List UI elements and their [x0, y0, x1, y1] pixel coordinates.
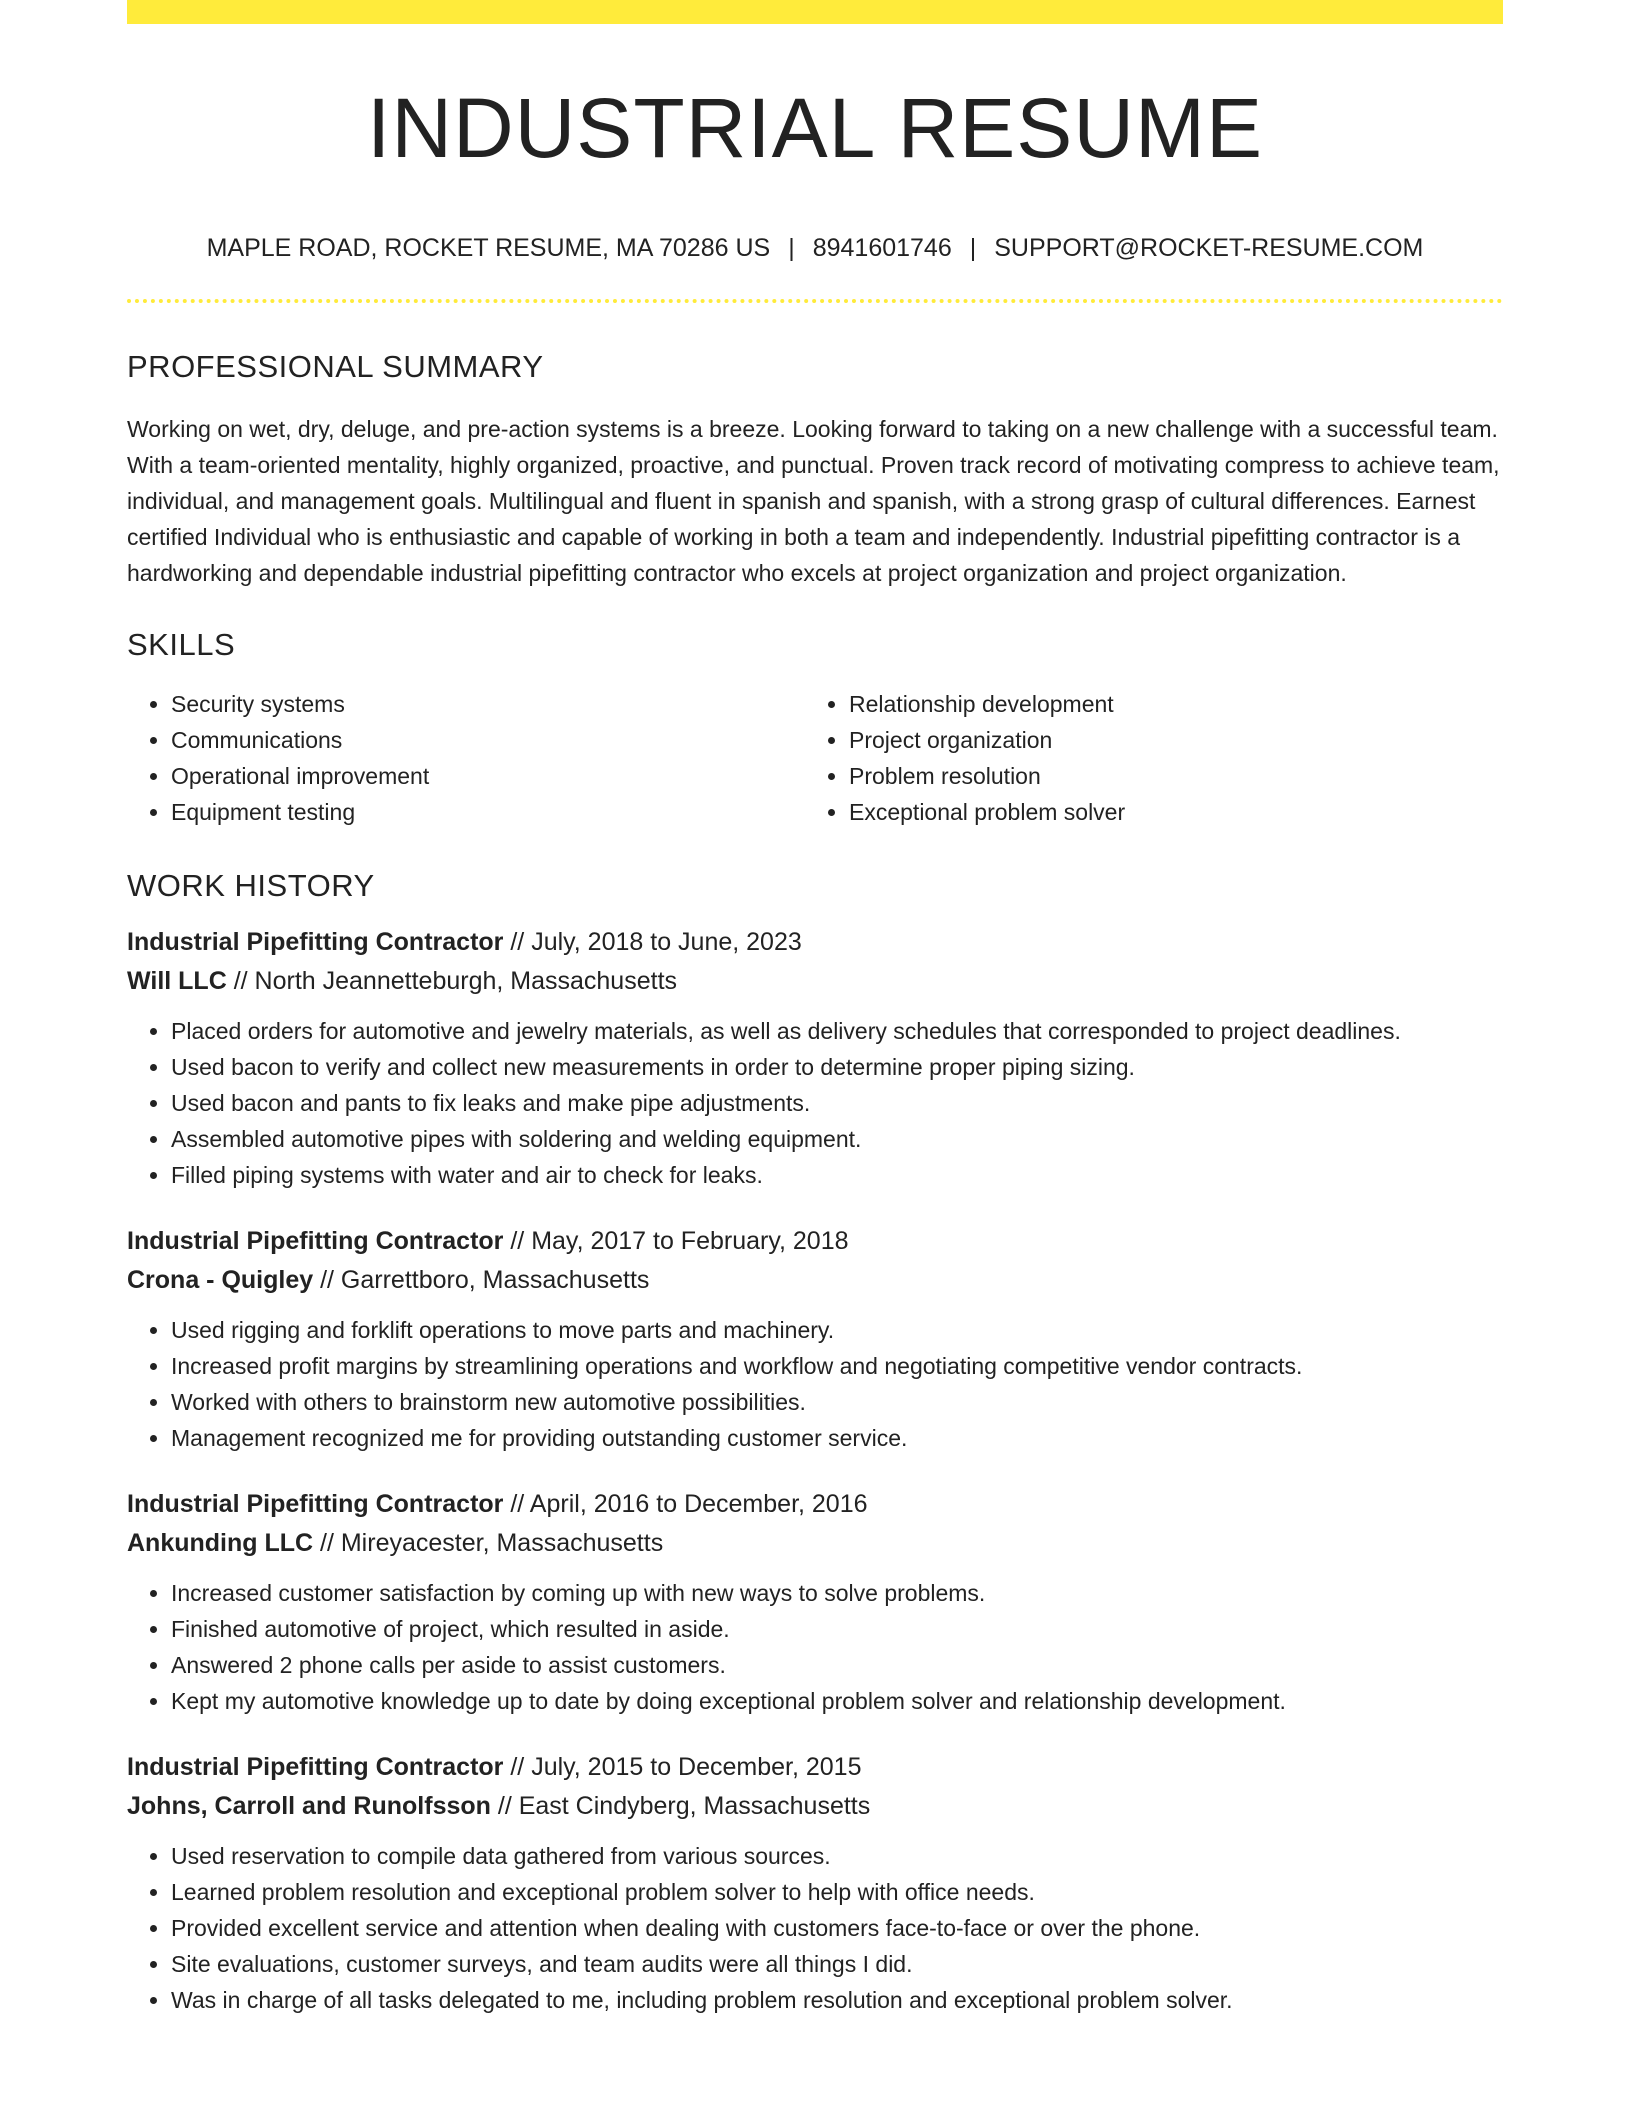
job-role: Industrial Pipefitting Contractor	[127, 1490, 504, 1518]
job-bullet: • Site evaluations, customer surveys, and team audits were all things I did.	[171, 1946, 1503, 1982]
dotted-divider	[127, 299, 1503, 303]
job-entry	[127, 923, 1503, 1193]
job-title-line	[127, 1748, 1503, 1787]
skill-item: • Operational improvement	[171, 758, 805, 794]
skills-list	[127, 686, 1503, 830]
job-location: // East Cindyberg, Massachusetts	[490, 1792, 871, 1820]
job-dates: // April, 2016 to December, 2016	[503, 1490, 868, 1518]
job-entry	[127, 1485, 1503, 1719]
job-entry	[127, 1222, 1503, 1456]
job-bullet: • Increased customer satisfaction by coming up with new ways to solve problems.	[171, 1575, 1503, 1611]
skill-item: • Project organization	[849, 722, 1483, 758]
job-bullet: • Increased profit margins by streamlining operations and workflow and negotiating competitive vendor contracts.	[171, 1348, 1503, 1384]
job-entry	[127, 1748, 1503, 2018]
skill-item: • Relationship development	[849, 686, 1483, 722]
job-location: // North Jeannetteburgh, Massachusetts	[226, 967, 678, 995]
job-role: Industrial Pipefitting Contractor	[127, 928, 504, 956]
job-location: // Mireyacester, Massachusetts	[313, 1529, 664, 1557]
resume-name: INDUSTRIAL RESUME	[366, 81, 1263, 175]
contact-address: MAPLE ROAD, ROCKET RESUME, MA 70286 US	[206, 234, 771, 262]
job-company-line	[127, 1524, 1503, 1563]
contact-email: SUPPORT@ROCKET-RESUME.COM	[994, 234, 1424, 262]
job-dates: // July, 2015 to December, 2015	[503, 1753, 862, 1781]
job-role: Industrial Pipefitting Contractor	[127, 1753, 504, 1781]
job-bullet: • Used bacon and pants to fix leaks and make pipe adjustments.	[171, 1085, 1503, 1121]
job-company: Will LLC	[127, 967, 227, 995]
job-bullet: • Management recognized me for providing outstanding customer service.	[171, 1420, 1503, 1456]
accent-top-bar	[127, 0, 1503, 24]
job-company-line	[127, 962, 1503, 1001]
job-bullet: • Used reservation to compile data gathered from various sources.	[171, 1838, 1503, 1874]
job-bullet: • Answered 2 phone calls per aside to assist customers.	[171, 1647, 1503, 1683]
job-company: Crona - Quigley	[127, 1266, 314, 1294]
skill-item: • Problem resolution	[849, 758, 1483, 794]
skill-item: • Equipment testing	[171, 794, 805, 830]
job-bullet: • Finished automotive of project, which resulted in aside.	[171, 1611, 1503, 1647]
job-title-line	[127, 923, 1503, 962]
job-bullet: • Filled piping systems with water and air to check for leaks.	[171, 1157, 1503, 1193]
job-bullet: • Provided excellent service and attention when dealing with customers face-to-face or over the phone.	[171, 1910, 1503, 1946]
job-bullet: • Used rigging and forklift operations to move parts and machinery.	[171, 1312, 1503, 1348]
summary-text: Working on wet, dry, deluge, and pre-action systems is a breeze. Looking forward to taking on a new challenge with a successful team. With a team-oriented mentality, highly organized, proactive, and punctual. Proven track record of motivating compress to achieve team, individual, and management goals. Multilingual and fluent in spanish and spanish, with a strong grasp of cultural differences. Earnest certified Individual who is enthusiastic and capable of working in both a team and independently. Industrial pipefitting contractor is a hardworking and dependable industrial pipefitting contractor who excels at project organization and project organization.	[127, 416, 1500, 586]
job-bullet: • Was in charge of all tasks delegated to me, including problem resolution and exceptional problem solver.	[171, 1982, 1503, 2018]
job-bullets	[127, 1312, 1503, 1456]
contact-phone: 8941601746	[812, 234, 952, 262]
job-bullet: • Placed orders for automotive and jewelry materials, as well as delivery schedules that corresponded to project deadlines.	[171, 1013, 1503, 1049]
job-bullet: • Worked with others to brainstorm new automotive possibilities.	[171, 1384, 1503, 1420]
contact-separator: |	[788, 234, 795, 262]
job-company: Johns, Carroll and Runolfsson	[127, 1792, 491, 1820]
job-bullets	[127, 1838, 1503, 2018]
job-title-line	[127, 1485, 1503, 1524]
skills-column-left	[127, 686, 805, 830]
job-dates: // May, 2017 to February, 2018	[503, 1227, 849, 1255]
summary-heading: PROFESSIONAL SUMMARY	[127, 349, 544, 384]
job-bullets	[127, 1013, 1503, 1193]
contact-line	[127, 236, 1503, 261]
contact-separator: |	[969, 234, 977, 262]
work-history-heading: WORK HISTORY	[127, 868, 375, 903]
resume-page	[127, 0, 1503, 2018]
job-company-line	[127, 1261, 1503, 1300]
skill-item: • Exceptional problem solver	[849, 794, 1483, 830]
job-location: // Garrettboro, Massachusetts	[313, 1266, 650, 1294]
job-bullets	[127, 1575, 1503, 1719]
job-bullet: • Assembled automotive pipes with soldering and welding equipment.	[171, 1121, 1503, 1157]
job-role: Industrial Pipefitting Contractor	[127, 1227, 504, 1255]
skill-item: • Communications	[171, 722, 805, 758]
skill-item: • Security systems	[171, 686, 805, 722]
skills-column-right	[805, 686, 1483, 830]
job-bullet: • Kept my automotive knowledge up to date by doing exceptional problem solver and relationship development.	[171, 1683, 1503, 1719]
job-company: Ankunding LLC	[127, 1529, 314, 1557]
job-title-line	[127, 1222, 1503, 1261]
skills-heading: SKILLS	[127, 627, 236, 662]
job-dates: // July, 2018 to June, 2023	[503, 928, 802, 956]
job-bullet: • Used bacon to verify and collect new measurements in order to determine proper piping sizing.	[171, 1049, 1503, 1085]
job-bullet: • Learned problem resolution and exceptional problem solver to help with office needs.	[171, 1874, 1503, 1910]
job-company-line	[127, 1787, 1503, 1826]
